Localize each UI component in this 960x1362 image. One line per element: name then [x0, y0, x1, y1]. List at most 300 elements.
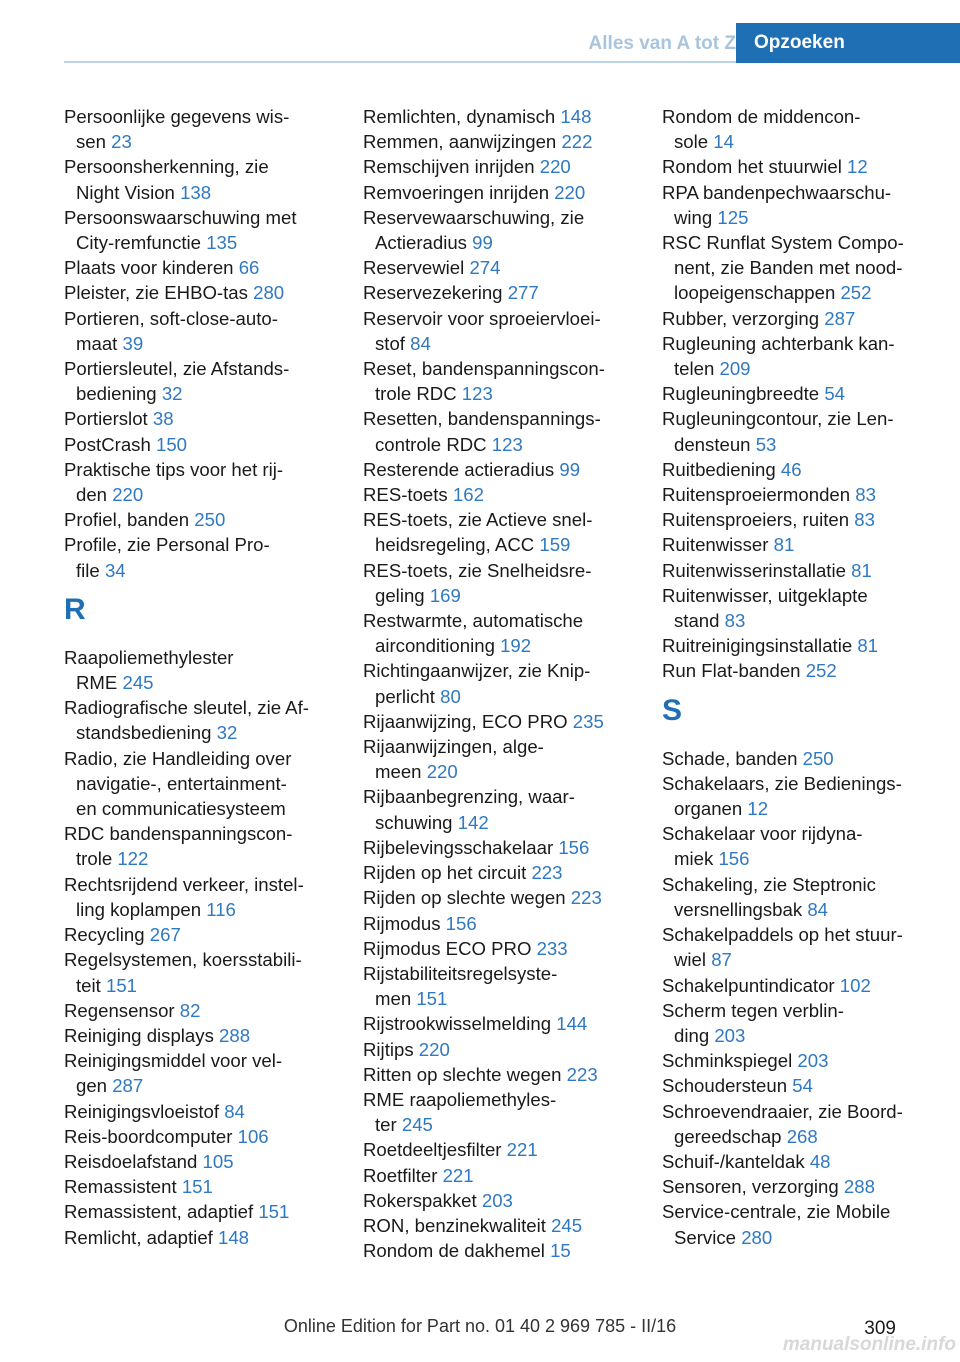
- index-entry-text: Schoudersteun: [662, 1075, 788, 1097]
- page-link[interactable]: 84: [410, 332, 431, 354]
- page-link[interactable]: 169: [429, 584, 461, 606]
- index-entry-text: Restwarmte, automatische: [363, 610, 584, 632]
- index-entry-text: Remschijven inrijden: [363, 156, 535, 178]
- index-column-2: [363, 104, 633, 1263]
- index-entry-text: Rijtips: [363, 1038, 414, 1060]
- index-entry: [662, 306, 932, 331]
- index-entry: [363, 734, 633, 784]
- page-link[interactable]: 250: [194, 509, 226, 531]
- index-entry-text: versnellingsbak: [674, 898, 803, 920]
- page-link[interactable]: 250: [802, 747, 834, 769]
- index-entry: [363, 1062, 633, 1087]
- index-entry: [363, 482, 633, 507]
- index-entry: [662, 558, 932, 583]
- index-entry-text: Raapoliemethylester: [64, 646, 234, 668]
- page-link[interactable]: 12: [847, 156, 868, 178]
- page-link[interactable]: 220: [426, 761, 458, 783]
- index-entry-text: PostCrash: [64, 433, 151, 455]
- index-entry: [662, 771, 932, 821]
- index-entry: [363, 558, 633, 608]
- index-entry: [64, 406, 334, 431]
- index-entry-text: Resterende actieradius: [363, 458, 555, 480]
- index-entry: [363, 154, 633, 179]
- index-entry-text: perlicht: [375, 685, 435, 707]
- index-entry-text: Praktische tips voor het rij-: [64, 458, 284, 480]
- index-entry: [64, 821, 334, 871]
- index-entry: [363, 936, 633, 961]
- page-link[interactable]: 125: [717, 206, 749, 228]
- index-entry-text: Profile, zie Personal Pro-: [64, 534, 270, 556]
- page-link[interactable]: 150: [155, 433, 188, 455]
- index-entry-text: Schakeling, zie Steptronic: [662, 873, 876, 895]
- index-entry-text: Reservoir voor sproeiervloei-: [363, 307, 601, 329]
- index-entry: [64, 507, 334, 532]
- index-entry-text: stand: [674, 610, 720, 632]
- page-link[interactable]: 280: [741, 1226, 773, 1248]
- index-entry-text: Profiel, banden: [64, 509, 190, 531]
- index-entry-text: Remvoeringen inrijden: [363, 181, 550, 203]
- page-link[interactable]: 148: [218, 1226, 250, 1248]
- index-entry: [64, 1149, 334, 1174]
- index-entry: [363, 1213, 633, 1238]
- page-link[interactable]: 156: [558, 836, 590, 858]
- index-entry-text: Sensoren, verzorging: [662, 1176, 839, 1198]
- page-link[interactable]: 34: [104, 559, 126, 581]
- index-entry-text: organen: [674, 798, 743, 820]
- page-link[interactable]: 122: [117, 848, 149, 870]
- index-entry: [363, 306, 633, 356]
- page-link[interactable]: 99: [559, 458, 581, 480]
- index-entry: [363, 1238, 633, 1263]
- page-link[interactable]: 156: [445, 912, 477, 934]
- index-entry-text: ding: [674, 1024, 710, 1046]
- index-entry-text: Service-centrale, zie Mobile: [662, 1201, 891, 1223]
- index-entry: [64, 645, 334, 695]
- index-entry-text: sole: [674, 131, 709, 153]
- index-entry-text: gen: [76, 1075, 108, 1097]
- page-link[interactable]: 32: [216, 722, 238, 744]
- index-entry: [64, 457, 334, 507]
- index-entry-text: Schakelaars, zie Bedienings-: [662, 772, 902, 794]
- index-entry-text: teit: [76, 974, 101, 996]
- index-entry: [64, 1023, 334, 1048]
- index-entry: [363, 658, 633, 708]
- index-entry-text: trole RDC: [375, 383, 457, 405]
- index-entry-text: file: [76, 559, 100, 581]
- index-entry: [64, 255, 334, 280]
- page-link[interactable]: 80: [440, 685, 461, 707]
- index-entry-text: RME raapoliemethyles-: [363, 1088, 557, 1110]
- page-link[interactable]: 274: [469, 257, 501, 279]
- index-entry-text: loopeigenschappen: [674, 282, 836, 304]
- index-entry-text: Persoonlijke gegevens wis-: [64, 106, 290, 127]
- page-link[interactable]: 32: [161, 383, 183, 405]
- page-link[interactable]: 83: [855, 484, 876, 506]
- index-entry-text: Reservewiel: [363, 257, 465, 279]
- index-entry-text: Rijbelevingsschakelaar: [363, 836, 554, 858]
- index-entry: [64, 922, 334, 947]
- index-entry-text: Rondom het stuurwiel: [662, 156, 842, 178]
- index-entry-text: RPA bandenpechwaarschu-: [662, 181, 892, 203]
- index-entry-text: stof: [375, 332, 405, 354]
- index-entry: [662, 821, 932, 871]
- index-entry-text: bediening: [76, 383, 157, 405]
- index-entry-text: Rondom de middencon-: [662, 106, 861, 127]
- index-entry-text: Scherm tegen verblin-: [662, 999, 844, 1021]
- page-link[interactable]: 220: [112, 484, 144, 506]
- index-entry-text: RDC bandenspanningscon-: [64, 823, 293, 845]
- index-entry-text: Reis-boordcomputer: [64, 1125, 233, 1147]
- index-entry-text: gereedschap: [674, 1125, 782, 1147]
- index-column-3: [662, 104, 932, 1250]
- page-link[interactable]: 221: [442, 1164, 474, 1186]
- page-link[interactable]: 54: [792, 1075, 813, 1097]
- page-link[interactable]: 223: [531, 862, 563, 884]
- index-entry-text: Ruitenwisserinstallatie: [662, 559, 846, 581]
- index-entry-text: Actieradius: [375, 232, 467, 254]
- page-link[interactable]: 209: [719, 358, 751, 380]
- index-entry: [662, 658, 932, 683]
- index-entry-text: Portiersleutel, zie Afstands-: [64, 358, 290, 380]
- index-entry: [363, 709, 633, 734]
- page-link[interactable]: 223: [570, 887, 602, 909]
- index-entry: [363, 457, 633, 482]
- index-entry-text: RES-toets, zie Actieve snel-: [363, 509, 593, 531]
- page-link[interactable]: 245: [401, 1114, 433, 1136]
- index-entry-text: Rokerspakket: [363, 1189, 477, 1211]
- index-entry: [662, 746, 932, 771]
- index-entry-text: Rijden op het circuit: [363, 862, 527, 884]
- page-link[interactable]: 162: [452, 484, 484, 506]
- page-link[interactable]: 203: [797, 1050, 829, 1072]
- index-entry: [662, 583, 932, 633]
- index-entry: [64, 1048, 334, 1098]
- index-entry-text: Roetdeeltjesfilter: [363, 1139, 502, 1161]
- index-entry-text: Portierslot: [64, 408, 148, 430]
- page-link[interactable]: 116: [206, 898, 236, 920]
- index-entry-text: Ritten op slechte wegen: [363, 1063, 562, 1085]
- index-entry-text: Reinigingsvloeistof: [64, 1100, 220, 1122]
- index-entry: [662, 406, 932, 456]
- index-entry-text: Rijaanwijzing, ECO PRO: [363, 710, 568, 732]
- page-link[interactable]: 87: [711, 949, 732, 971]
- page-link[interactable]: 106: [237, 1125, 269, 1147]
- index-entry: [64, 532, 334, 582]
- page-link[interactable]: 156: [718, 848, 750, 870]
- active-tab[interactable]: Opzoeken: [736, 23, 960, 63]
- page-link[interactable]: 280: [253, 282, 285, 304]
- index-entry: [64, 306, 334, 356]
- index-entry-text: Schade, banden: [662, 747, 798, 769]
- index-entry: [363, 835, 633, 860]
- page-link[interactable]: 203: [481, 1189, 513, 1211]
- index-entry: [64, 154, 334, 204]
- page-link[interactable]: 192: [500, 635, 532, 657]
- index-entry-text: Radiografische sleutel, zie Af-: [64, 697, 309, 719]
- page-link[interactable]: 46: [780, 458, 802, 480]
- page-link[interactable]: 81: [851, 559, 872, 581]
- index-entry: [363, 104, 633, 129]
- page-link[interactable]: 39: [122, 332, 144, 354]
- page-link[interactable]: 123: [461, 383, 493, 405]
- index-entry-text: standsbediening: [76, 722, 212, 744]
- index-entry: [662, 381, 932, 406]
- index-entry-text: Reservezekering: [363, 282, 503, 304]
- index-entry-text: Ruitbediening: [662, 458, 776, 480]
- index-entry-text: Richtingaanwijzer, zie Knip-: [363, 660, 591, 682]
- index-entry: [363, 860, 633, 885]
- index-entry-text: Portieren, soft-close-auto-: [64, 307, 278, 329]
- index-entry-text: airconditioning: [375, 635, 495, 657]
- page-number: 309: [864, 1318, 896, 1339]
- index-entry-text: Resetten, bandenspannings-: [363, 408, 601, 430]
- index-entry-text: Rugleuningbreedte: [662, 383, 820, 405]
- index-entry-text: Rondom de dakhemel: [363, 1240, 545, 1262]
- index-entry-text: Rechtsrijdend verkeer, instel-: [64, 873, 304, 895]
- index-entry: [64, 1099, 334, 1124]
- page-link[interactable]: 221: [506, 1139, 538, 1161]
- index-entry: [662, 457, 932, 482]
- page-link[interactable]: 138: [180, 181, 212, 203]
- index-entry: [662, 1174, 932, 1199]
- index-entry: [363, 961, 633, 1011]
- index-entry-text: Rugleuningcontour, zie Len-: [662, 408, 894, 430]
- index-entry-text: RON, benzinekwaliteit: [363, 1214, 546, 1236]
- page-link[interactable]: 84: [807, 898, 829, 920]
- index-entry-text: Reinigingsmiddel voor vel-: [64, 1050, 283, 1072]
- page-link[interactable]: 81: [773, 534, 795, 556]
- index-entry: [662, 180, 932, 230]
- index-entry-text: Recycling: [64, 924, 145, 946]
- index-entry-text: Radio, zie Handleiding over: [64, 747, 292, 769]
- page-link[interactable]: 277: [507, 282, 539, 304]
- page-link[interactable]: 66: [238, 257, 260, 279]
- page-link[interactable]: 151: [258, 1201, 290, 1223]
- index-entry-text: den: [76, 484, 108, 506]
- page-link[interactable]: 151: [181, 1176, 213, 1198]
- page-link[interactable]: 245: [551, 1214, 583, 1236]
- page-link[interactable]: 12: [747, 798, 769, 820]
- index-entry: [363, 1188, 633, 1213]
- index-entry: [64, 1124, 334, 1149]
- index-entry-text: Rijmodus: [363, 912, 441, 934]
- index-entry-text: Roetfilter: [363, 1164, 438, 1186]
- page-link[interactable]: 288: [219, 1024, 251, 1046]
- index-entry: [363, 129, 633, 154]
- page-link[interactable]: 148: [560, 106, 592, 127]
- index-entry-text: Remlicht, adaptief: [64, 1226, 213, 1248]
- page-link[interactable]: 23: [111, 131, 132, 153]
- page-link[interactable]: 223: [566, 1063, 598, 1085]
- index-entry: [64, 998, 334, 1023]
- index-entry-text: Rugleuning achterbank kan-: [662, 332, 895, 354]
- index-entry-text: Remlichten, dynamisch: [363, 106, 556, 127]
- index-entry-text: nent, zie Banden met nood-: [674, 257, 903, 279]
- index-entry: [64, 947, 334, 997]
- index-entry: [662, 104, 932, 154]
- index-entry-text: Schakelpaddels op het stuur-: [662, 924, 903, 946]
- index-entry: [363, 1087, 633, 1137]
- index-entry: [64, 872, 334, 922]
- index-entry: [662, 1099, 932, 1149]
- page-link[interactable]: 14: [713, 131, 734, 153]
- index-entry: [662, 1149, 932, 1174]
- index-entry: [363, 885, 633, 910]
- page-link[interactable]: 83: [724, 610, 746, 632]
- page-link[interactable]: 135: [206, 232, 238, 254]
- index-entry: [662, 1073, 932, 1098]
- index-entry: [64, 746, 334, 822]
- page-link[interactable]: 53: [755, 433, 777, 455]
- page-link[interactable]: 222: [561, 131, 593, 153]
- index-entry: [662, 998, 932, 1048]
- index-entry: [662, 532, 932, 557]
- index-entry-text: Rijstabiliteitsregelsyste-: [363, 962, 558, 984]
- index-entry-text: geling: [375, 584, 425, 606]
- index-entry: [662, 633, 932, 658]
- index-entry: [662, 973, 932, 998]
- index-entry-text: Schuif-/kanteldak: [662, 1150, 805, 1172]
- index-entry-text: RSC Runflat System Compo-: [662, 232, 904, 254]
- index-entry-text: RES-toets: [363, 484, 448, 506]
- index-entry: [363, 406, 633, 456]
- index-entry-text: Schakelaar voor rijdyna-: [662, 823, 863, 845]
- page-link[interactable]: 102: [839, 974, 871, 996]
- index-column-1: [64, 104, 334, 1250]
- index-entry-text: meen: [375, 761, 422, 783]
- index-entry: [363, 280, 633, 305]
- page-link[interactable]: 142: [457, 811, 489, 833]
- page-link[interactable]: 252: [840, 282, 872, 304]
- index-entry: [662, 1048, 932, 1073]
- page-link[interactable]: 151: [105, 974, 138, 996]
- page-link[interactable]: 268: [786, 1125, 818, 1147]
- index-entry-text: Rijstrookwisselmelding: [363, 1013, 552, 1035]
- index-entry: [64, 432, 334, 457]
- page-link[interactable]: 83: [854, 509, 875, 531]
- index-entry-text: Ruitensproeiermonden: [662, 484, 851, 506]
- index-entry-text: controle RDC: [375, 433, 487, 455]
- page-link[interactable]: 15: [550, 1240, 571, 1262]
- page-link[interactable]: 123: [491, 433, 523, 455]
- page-link[interactable]: 233: [536, 937, 568, 959]
- index-entry-text: navigatie-, entertainment-: [76, 772, 287, 794]
- index-entry-text: wiel: [674, 949, 707, 971]
- page-link[interactable]: 54: [824, 383, 845, 405]
- section-tab[interactable]: Alles van A tot Z: [588, 33, 736, 54]
- index-entry-text: Ruitenwisser, uitgeklapte: [662, 584, 868, 606]
- page-link[interactable]: 82: [179, 999, 201, 1021]
- index-entry: [64, 695, 334, 745]
- index-entry-text: ling koplampen: [76, 898, 202, 920]
- index-letter-heading: S: [662, 693, 683, 727]
- index-entry-text: Plaats voor kinderen: [64, 257, 234, 279]
- index-entry: [662, 154, 932, 179]
- index-entry-text: Rubber, verzorging: [662, 307, 820, 329]
- index-entry-text: Remassistent, adaptief: [64, 1201, 254, 1223]
- index-entry: [363, 784, 633, 834]
- index-entry: [64, 104, 334, 154]
- index-entry-text: Reservewaarschuwing, zie: [363, 206, 585, 228]
- index-columns: [64, 104, 926, 1284]
- index-entry-text: Night Vision: [76, 181, 175, 203]
- index-entry-text: Rijaanwijzingen, alge-: [363, 736, 544, 758]
- page-link[interactable]: 245: [122, 672, 154, 694]
- index-entry-text: wing: [674, 206, 713, 228]
- page-link[interactable]: 84: [224, 1100, 245, 1122]
- index-entry: [363, 608, 633, 658]
- page-link[interactable]: 99: [472, 232, 493, 254]
- index-entry-text: maat: [76, 332, 118, 354]
- index-entry-text: ter: [375, 1114, 397, 1136]
- page-link[interactable]: 287: [112, 1075, 144, 1097]
- index-entry: [64, 356, 334, 406]
- index-entry: [662, 230, 932, 306]
- index-entry-text: City-remfunctie: [76, 232, 202, 254]
- index-entry-text: Schroevendraaier, zie Boord-: [662, 1100, 903, 1122]
- index-entry-text: Ruitensproeiers, ruiten: [662, 509, 850, 531]
- index-letter-heading: R: [64, 592, 86, 626]
- index-entry-text: RES-toets, zie Snelheidsre-: [363, 559, 592, 581]
- index-entry: [363, 356, 633, 406]
- page-link[interactable]: 203: [714, 1024, 746, 1046]
- page-link[interactable]: 252: [805, 660, 837, 682]
- page-link[interactable]: 220: [554, 181, 586, 203]
- index-entry: [363, 1011, 633, 1036]
- index-entry-text: densteun: [674, 433, 751, 455]
- page-link[interactable]: 81: [857, 635, 879, 657]
- index-entry: [662, 1199, 932, 1249]
- index-entry-text: Service: [674, 1226, 737, 1248]
- index-entry-text: Reiniging displays: [64, 1024, 214, 1046]
- index-entry-text: Reisdoelafstand: [64, 1150, 198, 1172]
- index-entry: [363, 180, 633, 205]
- index-entry-text: sen: [76, 131, 106, 153]
- index-entry-text: Ruitenwisser: [662, 534, 769, 556]
- index-entry-text: Persoonswaarschuwing met: [64, 206, 297, 228]
- index-entry-text: Schakelpuntindicator: [662, 974, 835, 996]
- index-entry-text: Ruitreinigingsinstallatie: [662, 635, 853, 657]
- index-entry-text: Run Flat-banden: [662, 660, 801, 682]
- index-entry-text: Pleister, zie EHBO-tas: [64, 282, 248, 304]
- index-entry-text: Remassistent: [64, 1176, 177, 1198]
- index-entry: [64, 205, 334, 255]
- page-link[interactable]: 151: [416, 988, 448, 1010]
- index-entry-text: heidsregeling, ACC: [375, 534, 535, 556]
- page-link[interactable]: 220: [539, 156, 571, 178]
- index-entry-text: Rijbaanbegrenzing, waar-: [363, 786, 575, 808]
- page-link[interactable]: 144: [556, 1013, 588, 1035]
- page-link[interactable]: 267: [149, 924, 181, 946]
- index-entry-text: Schminkspiegel: [662, 1050, 793, 1072]
- page-link[interactable]: 235: [572, 710, 604, 732]
- index-entry: [662, 922, 932, 972]
- index-entry-text: Rijden op slechte wegen: [363, 887, 566, 909]
- page-link[interactable]: 220: [418, 1038, 450, 1060]
- index-entry-text: Reset, bandenspanningscon-: [363, 358, 605, 380]
- index-entry: [363, 1037, 633, 1062]
- page-link[interactable]: 105: [202, 1150, 234, 1172]
- index-entry: [64, 1174, 334, 1199]
- page-link[interactable]: 48: [809, 1150, 831, 1172]
- index-entry-text: Rijmodus ECO PRO: [363, 937, 532, 959]
- page-link[interactable]: 287: [824, 307, 856, 329]
- index-entry: [662, 507, 932, 532]
- page-link[interactable]: 159: [539, 534, 571, 556]
- page-link[interactable]: 288: [843, 1176, 875, 1198]
- page-link[interactable]: 38: [152, 408, 174, 430]
- index-entry-text: Remmen, aanwijzingen: [363, 131, 557, 153]
